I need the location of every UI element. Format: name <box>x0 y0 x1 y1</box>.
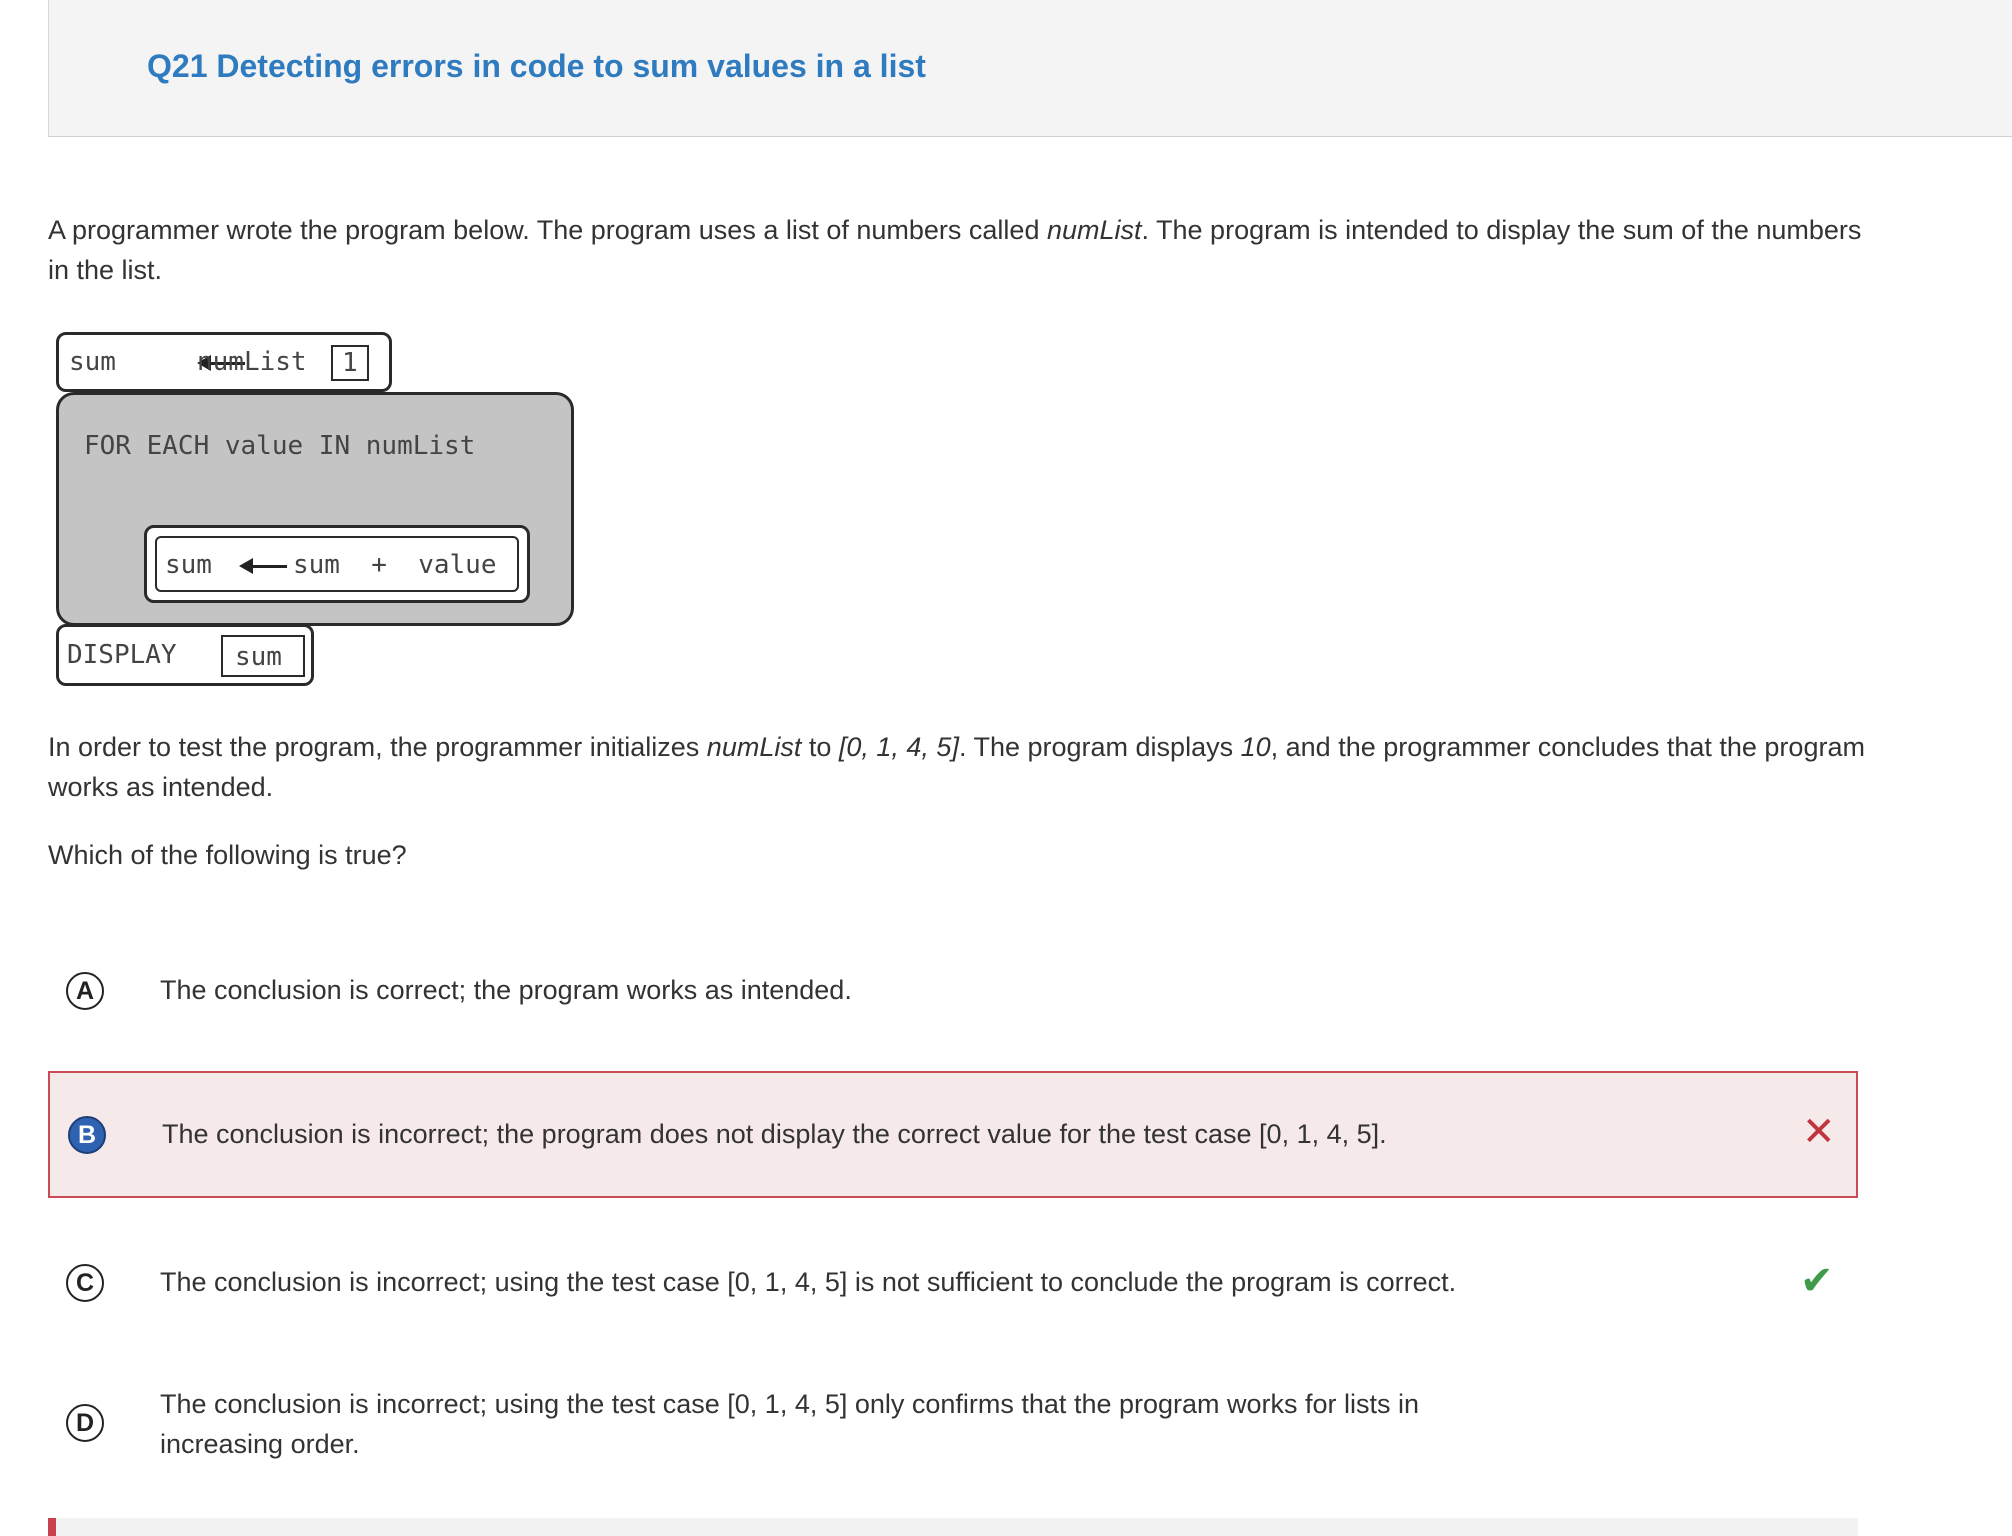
question-title: Q21 Detecting errors in code to sum values in a list <box>147 48 926 84</box>
intro-text-end: . The program is intended to display the sum of the numbers in the list. <box>48 215 1862 285</box>
inner-arrow-icon <box>251 565 287 568</box>
answer-option-a[interactable] <box>48 962 1858 1022</box>
inner-assign-box <box>155 536 519 592</box>
answer-option-d[interactable] <box>48 1384 1858 1474</box>
test-result: 10 <box>1240 732 1271 762</box>
question-prompt: Which of the following is true? <box>48 840 407 870</box>
test-text: In order to test the program, the programmer initializes <box>48 732 707 762</box>
assign-variable: sum <box>69 347 116 377</box>
incorrect-icon: ✕ <box>1802 1110 1836 1154</box>
inner-expression: sum + value <box>293 550 497 580</box>
assign-block <box>56 332 392 392</box>
question-header <box>48 0 2012 137</box>
option-text-b[interactable]: The conclusion is incorrect; the program does not display the correct value for the test case [0, 1, 4, 5]. <box>162 1119 1387 1149</box>
test-variable: numList <box>706 732 802 762</box>
test-description <box>48 727 1888 807</box>
question-intro <box>48 210 1888 290</box>
display-keyword: DISPLAY <box>67 640 177 670</box>
correct-check-icon: ✔ <box>1800 1259 1834 1303</box>
option-letter-a[interactable]: A <box>66 972 104 1010</box>
test-text: to <box>801 732 839 762</box>
answer-option-b[interactable] <box>48 1071 1858 1198</box>
answer-option-c[interactable] <box>48 1254 1858 1314</box>
inner-assign-block <box>144 525 530 603</box>
display-arg-box <box>221 635 305 677</box>
loop-header: FOR EACH value IN numList <box>84 431 476 461</box>
next-section-bar <box>48 1518 1858 1536</box>
display-arg: sum <box>235 642 282 672</box>
intro-text: A programmer wrote the program below. The program uses a list of numbers called <box>48 215 1047 245</box>
test-list: [0, 1, 4, 5] <box>838 732 959 762</box>
section-accent <box>48 1518 56 1536</box>
option-letter-b[interactable]: B <box>68 1116 106 1154</box>
display-block <box>56 624 314 686</box>
option-letter-c[interactable]: C <box>66 1264 104 1302</box>
index-value: 1 <box>342 348 358 378</box>
for-each-loop-block <box>56 392 574 626</box>
option-text-c[interactable]: The conclusion is incorrect; using the test case [0, 1, 4, 5] is not sufficient to conclude the program is correct. <box>160 1267 1457 1297</box>
option-text-a[interactable]: The conclusion is correct; the program works as intended. <box>160 975 852 1005</box>
test-text: , and the programmer concludes that the program works as intended. <box>48 732 1865 802</box>
option-text-d[interactable]: The conclusion is incorrect; using the test case [0, 1, 4, 5] only confirms that the program works for lists in increasing order. <box>160 1389 1420 1459</box>
assign-list: numList <box>197 347 307 377</box>
option-letter-d[interactable]: D <box>66 1404 104 1442</box>
test-text: . The program displays <box>958 732 1241 762</box>
index-box <box>331 345 369 381</box>
inner-variable: sum <box>165 550 212 580</box>
intro-variable: numList <box>1046 215 1142 245</box>
